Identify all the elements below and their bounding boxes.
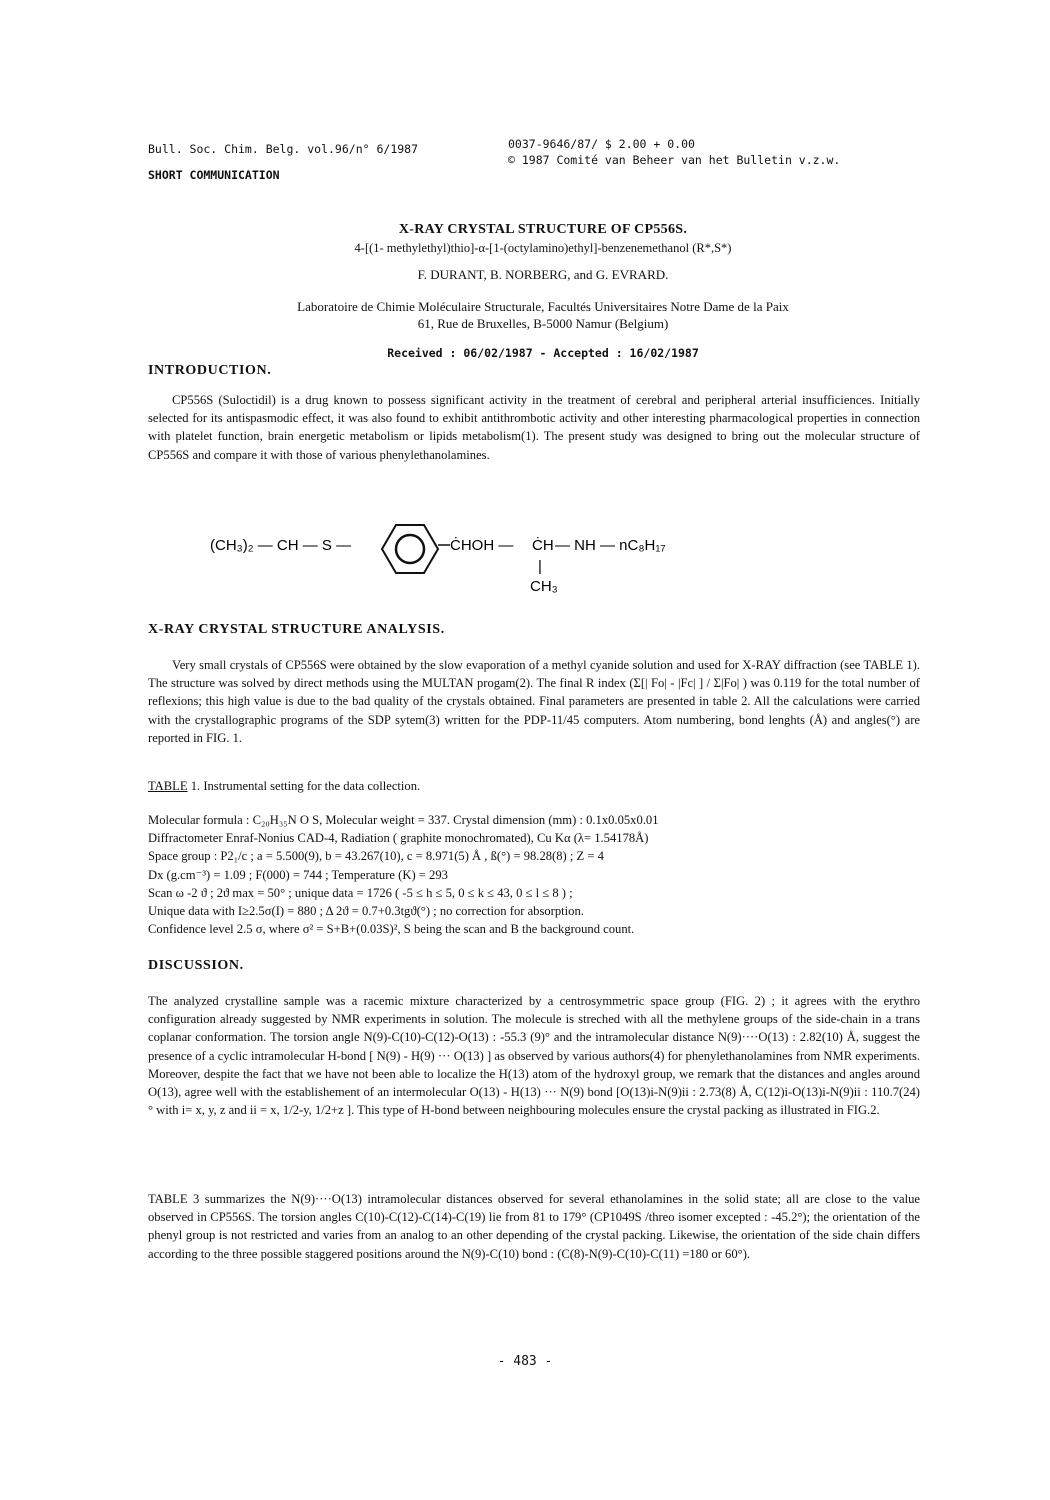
affiliation-line-2: 61, Rue de Bruxelles, B-5000 Namur (Belgium) [417, 316, 669, 331]
table-row: Diffractometer Enraf-Nonius CAD-4, Radiation ( graphite monochromated), Cu Kα (λ= 1.54178Å) [148, 831, 649, 846]
benzene-ring-icon [382, 525, 438, 573]
section-heading-introduction: INTRODUCTION. [148, 363, 272, 378]
table-row: Unique data with I≥2.5σ(I) = 880 ; Δ 2ϑ = 0.7+0.3tgϑ(°) ; no correction for absorption. [148, 904, 584, 919]
discussion-paragraph-1: The analyzed crystalline sample was a racemic mixture characterized by a centrosymmetric space group (FIG. 2) ; it agrees with the erythro configuration already suggested by NMR experiments in solution. The molecule is streched with all the methylene groups of the side-chain in a trans coplanar conformation. The torsion angle N(9)-C(10)-C(12)-O(13) : -55.3 (9)° and the intramolecular distance N(9)····O(13) : 2.82(10) Å, suggest the presence of a cyclic intramolecular H-bond [ N(9) - H(9) ··· O(13) ] as observed by various authors(4) for phenylethanolamines from NMR experiments. Moreover, despite the fact that we have not been able to localize the H(13) atom of the hydroxyl group, we remark that the distances and angles around O(13), agree well with the establishement of an intermolecular O(13) - H(13) ··· N(9) bond [O(13)i-N(9)ii : 2.73(8) Å, C(12)i-O(13)i-N(9)ii : 110.7(24) ° with i= x, y, z and ii = x, 1/2-y, 1/2+z ]. This type of H-bond between neighbouring molecules ensure the crystal packing as illustrated in FIG.2. [148, 994, 920, 1118]
journal-citation: Bull. Soc. Chim. Belg. vol.96/n° 6/1987 [148, 142, 419, 156]
header-left [148, 136, 418, 188]
copyright-notice: © 1987 Comité van Beheer van het Bulletin v.z.w. [508, 153, 841, 167]
introduction-paragraph: CP556S (Suloctidil) is a drug known to possess significant activity in the treatment of cerebral and peripheral arterial insufficiences. Initially selected for its antispasmodic effect, it was also found to exhibit antithrombotic activity and other interesting pharmacological properties in connection with platelet function, brain energetic metabolism or lipids metabolism(1). The present study was designed to bring out the molecular structure of CP556S and compare it with those of various phenylethanolamines. [148, 393, 920, 462]
table-row: Dx (g.cm⁻³) = 1.09 ; F(000) = 744 ; Temperature (K) = 293 [148, 867, 448, 882]
formula-methyl: CH₃ [530, 578, 558, 595]
authors: F. DURANT, B. NORBERG, and G. EVRARD. [417, 267, 669, 282]
article-subtitle: 4-[(1- methylethyl)thio]-α-[1-(octylamino)ethyl]-benzenemethanol (R*,S*) [354, 241, 732, 255]
section-heading-discussion: DISCUSSION. [148, 958, 244, 973]
formula-drawing [210, 505, 730, 595]
table-1-caption [148, 779, 420, 794]
formula-bond-bar: | [538, 558, 542, 575]
formula-left-group: (CH₃)₂ — CH — S — [210, 537, 352, 554]
discussion-paragraph-2: TABLE 3 summarizes the N(9)····O(13) intramolecular distances observed for several ethanolamines in the solid state; all are close to the value observed in CP556S. The torsion angles C(10)-C(12)-C(14)-C(19) lie from 81 to 179° (CP1049S /threo isomer excepted : -45.2°); the orientation of the phenyl group is not restricted and varies from an analog to an other depending of the crystal packing. Likewise, the orientation of the side chain differs according to the three possible staggered positions around the N(9)-C(10) bond : (C(8)-N(9)-C(10)-C(11) =180 or 60°). [148, 1192, 920, 1261]
table-row: Confidence level 2.5 σ, where σ² = S+B+(0.03S)², S being the scan and B the background count. [148, 922, 635, 937]
article-title: X-RAY CRYSTAL STRUCTURE OF CP556S. [398, 222, 688, 237]
header-right [508, 136, 840, 168]
table-1-settings [148, 811, 920, 938]
table-label: TABLE [148, 779, 188, 793]
table-row: Space group : P2₁/c ; a = 5.500(9), b = 43.267(10), c = 8.971(5) Å , ß(°) = 98.28(8) ; Z = 4 [148, 849, 604, 864]
formula-choh: ĊHOH — [450, 537, 514, 554]
formula-nh-chain: — NH — nC₈H₁₇ [555, 537, 666, 554]
affiliation-line-1: Laboratoire de Chimie Moléculaire Structurale, Facultés Universitaires Notre Dame de la Paix [297, 299, 789, 314]
received-dates: Received : 06/02/1987 - Accepted : 16/02/1987 [387, 346, 699, 360]
formula-ch: ĊH [532, 537, 554, 554]
structural-formula [210, 505, 730, 600]
table-row: Scan ω -2 ϑ ; 2ϑ max = 50° ; unique data = 1726 ( -5 ≤ h ≤ 5, 0 ≤ k ≤ 43, 0 ≤ l ≤ 8 ) ; [148, 885, 573, 900]
section-type: SHORT COMMUNICATION [148, 168, 280, 182]
price-code: 0037-9646/87/ $ 2.00 + 0.00 [508, 137, 695, 151]
analysis-paragraph: Very small crystals of CP556S were obtained by the slow evaporation of a methyl cyanide solution and used for X-RAY diffraction (see TABLE 1). The structure was solved by direct methods using the MULTAN progam(2). The final R index (Σ[| Fo| - |Fc| ] / Σ|Fo| ) was 0.119 for the total number of reflexions; this high value is due to the bad quality of the crystals obtained. Final parameters are presented in table 2. All the calculations were carried with the crystallographic programs of the SDP sytem(3) written for the PDP-11/45 computers. Atom numbering, bond lenghts (Å) and angles(°) are reported in FIG. 1. [148, 658, 920, 745]
page-number: - 483 - [497, 1354, 553, 1369]
table-row: Molecular formula : C₂₀H₃₅N O S, Molecular weight = 337. Crystal dimension (mm) : 0.1x0.05x0.01 [148, 813, 659, 827]
section-heading-analysis: X-RAY CRYSTAL STRUCTURE ANALYSIS. [148, 622, 445, 637]
table-caption-text: 1. Instrumental setting for the data collection. [187, 779, 421, 793]
aromatic-circle-icon [396, 535, 424, 563]
